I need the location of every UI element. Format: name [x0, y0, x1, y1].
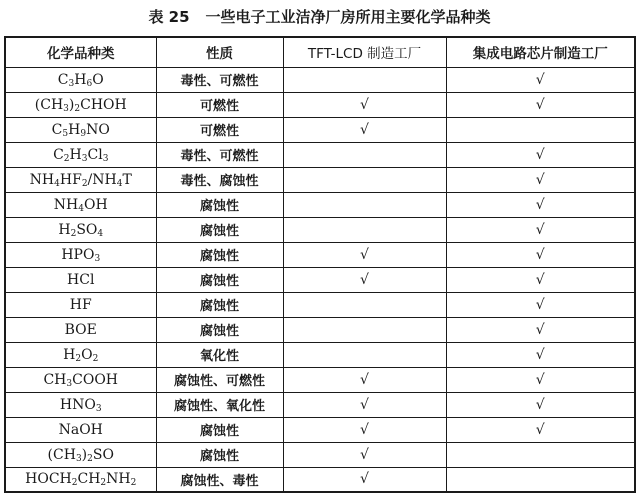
formula-symbol: BOE	[64, 321, 97, 338]
tft-lcd-check-cell: √	[283, 417, 446, 442]
tft-lcd-check-cell: √	[283, 367, 446, 392]
formula-subscript: 2	[130, 478, 137, 489]
table-row	[5, 367, 635, 392]
formula-symbol: H	[69, 146, 82, 163]
chemical-formula-cell	[5, 442, 156, 467]
formula-subscript: 3	[75, 453, 82, 464]
chemical-formula-cell	[5, 417, 156, 442]
table-row	[5, 167, 635, 192]
ic-chip-check-cell: √	[446, 67, 635, 92]
formula-symbol: NH	[106, 471, 131, 488]
tft-lcd-check-cell: √	[283, 467, 446, 492]
formula-symbol: C	[51, 121, 63, 138]
property-cell: 毒性、可燃性	[156, 67, 283, 92]
formula-symbol: SO	[92, 446, 114, 463]
ic-chip-check-cell: √	[446, 342, 635, 367]
chemicals-table	[4, 36, 636, 493]
formula-subscript: 6	[86, 78, 93, 89]
chemical-formula-cell	[5, 92, 156, 117]
header-tft-lcd-plant: TFT-LCD 制造工厂	[283, 37, 446, 67]
table-title: 一些电子工业洁净厂房所用主要化学品种类	[205, 8, 491, 26]
property-cell: 腐蚀性	[156, 292, 283, 317]
ic-chip-check-cell: √	[446, 242, 635, 267]
tft-lcd-check-cell: √	[283, 267, 446, 292]
formula-subscript: 4	[116, 178, 123, 189]
formula-subscript: 4	[78, 203, 84, 214]
formula-symbol: NH	[29, 171, 55, 188]
header-ic-chip-plant: 集成电路芯片制造工厂	[446, 37, 635, 67]
formula-symbol: CHOH	[80, 96, 127, 113]
formula-subscript: 2	[100, 478, 107, 489]
table-row	[5, 342, 635, 367]
table-row	[5, 392, 635, 417]
chemical-formula-cell	[5, 367, 156, 392]
table-body	[5, 67, 635, 492]
formula-symbol: O	[81, 346, 93, 363]
chemical-formula-cell	[5, 167, 156, 192]
formula-subscript: 2	[92, 353, 99, 364]
formula-subscript: 2	[71, 478, 78, 489]
formula-subscript: 2	[81, 178, 88, 189]
formula-symbol: HPO	[61, 246, 95, 263]
property-cell: 腐蚀性	[156, 217, 283, 242]
formula-subscript: 4	[97, 228, 104, 239]
formula-subscript: 3	[66, 378, 73, 389]
formula-subscript: 2	[70, 228, 77, 239]
property-cell: 氧化性	[156, 342, 283, 367]
table-row	[5, 117, 635, 142]
chemical-formula-cell	[5, 317, 156, 342]
formula-subscript: 2	[63, 153, 70, 164]
chemical-formula-cell	[5, 267, 156, 292]
tft-lcd-check-cell	[283, 192, 446, 217]
header-chemical-type: 化学品种类	[5, 37, 156, 67]
formula-symbol: T	[122, 171, 132, 188]
ic-chip-check-cell: √	[446, 292, 635, 317]
property-cell: 毒性、可燃性	[156, 142, 283, 167]
table-row	[5, 217, 635, 242]
property-cell: 可燃性	[156, 117, 283, 142]
formula-subscript: 2	[75, 353, 82, 364]
table-row	[5, 467, 635, 492]
tft-lcd-check-cell	[283, 217, 446, 242]
ic-chip-check-cell: √	[446, 217, 635, 242]
property-cell: 可燃性	[156, 92, 283, 117]
formula-symbol: )	[81, 446, 88, 463]
formula-symbol: COOH	[72, 371, 119, 388]
header-property: 性质	[156, 37, 283, 67]
formula-symbol: NaOH	[58, 421, 103, 438]
formula-symbol: H	[68, 121, 81, 138]
chemical-formula-cell	[5, 192, 156, 217]
chemical-formula-cell	[5, 67, 156, 92]
property-cell: 毒性、腐蚀性	[156, 167, 283, 192]
formula-symbol: NO	[86, 121, 110, 138]
property-cell: 腐蚀性	[156, 192, 283, 217]
formula-symbol: O	[92, 71, 104, 88]
table-row	[5, 142, 635, 167]
ic-chip-check-cell: √	[446, 192, 635, 217]
formula-subscript: 3	[94, 253, 101, 264]
ic-chip-check-cell	[446, 442, 635, 467]
table-header-row	[5, 37, 635, 67]
formula-symbol: H	[58, 221, 71, 238]
property-cell: 腐蚀性	[156, 442, 283, 467]
ic-chip-check-cell: √	[446, 92, 635, 117]
table-row	[5, 417, 635, 442]
chemical-formula-cell	[5, 467, 156, 492]
formula-symbol: HOCH	[25, 471, 72, 488]
formula-symbol: SO	[76, 221, 98, 238]
tft-lcd-check-cell: √	[283, 117, 446, 142]
tft-lcd-check-cell: √	[283, 392, 446, 417]
tft-lcd-check-cell: √	[283, 242, 446, 267]
tft-lcd-check-cell	[283, 67, 446, 92]
ic-chip-check-cell	[446, 467, 635, 492]
formula-symbol: HF	[69, 296, 92, 313]
table-number: 表 25	[148, 8, 190, 26]
formula-subscript: 9	[80, 128, 87, 139]
property-cell: 腐蚀性	[156, 417, 283, 442]
ic-chip-check-cell: √	[446, 267, 635, 292]
table-row	[5, 442, 635, 467]
table-row	[5, 292, 635, 317]
formula-symbol: Cl	[87, 146, 103, 163]
formula-subscript: 2	[87, 453, 93, 464]
formula-subscript: 3	[102, 153, 109, 164]
ic-chip-check-cell: √	[446, 167, 635, 192]
chemical-formula-cell	[5, 292, 156, 317]
property-cell: 腐蚀性、氧化性	[156, 392, 283, 417]
formula-symbol: H	[74, 71, 87, 88]
formula-symbol: (CH	[34, 96, 64, 113]
formula-symbol: )	[68, 96, 75, 113]
formula-symbol: H	[63, 346, 76, 363]
formula-symbol: C	[57, 71, 69, 88]
property-cell: 腐蚀性	[156, 242, 283, 267]
table-row	[5, 267, 635, 292]
ic-chip-check-cell: √	[446, 142, 635, 167]
formula-symbol: NH	[53, 196, 79, 213]
tft-lcd-check-cell	[283, 342, 446, 367]
chemical-formula-cell	[5, 342, 156, 367]
formula-subscript: 5	[62, 128, 69, 139]
formula-symbol: CH	[77, 471, 101, 488]
tft-lcd-check-cell: √	[283, 92, 446, 117]
chemical-formula-cell	[5, 242, 156, 267]
formula-symbol: /NH	[87, 171, 117, 188]
chemical-formula-cell	[5, 392, 156, 417]
chemical-formula-cell	[5, 117, 156, 142]
table-row	[5, 67, 635, 92]
ic-chip-check-cell: √	[446, 417, 635, 442]
ic-chip-check-cell: √	[446, 317, 635, 342]
table-row	[5, 92, 635, 117]
formula-symbol: OH	[84, 196, 108, 213]
ic-chip-check-cell: √	[446, 392, 635, 417]
chemical-formula-cell	[5, 142, 156, 167]
property-cell: 腐蚀性、毒性	[156, 467, 283, 492]
property-cell: 腐蚀性	[156, 317, 283, 342]
formula-subscript: 3	[63, 103, 69, 114]
formula-symbol: HCl	[67, 271, 95, 288]
formula-subscript: 3	[81, 153, 88, 164]
table-row	[5, 192, 635, 217]
formula-symbol: C	[53, 146, 64, 163]
formula-symbol: CH	[43, 371, 67, 388]
tft-lcd-check-cell	[283, 292, 446, 317]
tft-lcd-check-cell	[283, 167, 446, 192]
formula-symbol: HF	[59, 171, 82, 188]
chemical-formula-cell	[5, 217, 156, 242]
formula-subscript: 4	[54, 178, 60, 189]
formula-symbol: (CH	[47, 446, 76, 463]
table-row	[5, 242, 635, 267]
tft-lcd-check-cell: √	[283, 442, 446, 467]
table-row	[5, 317, 635, 342]
tft-lcd-check-cell	[283, 142, 446, 167]
property-cell: 腐蚀性、可燃性	[156, 367, 283, 392]
formula-subscript: 3	[68, 78, 75, 89]
ic-chip-check-cell	[446, 117, 635, 142]
property-cell: 腐蚀性	[156, 267, 283, 292]
ic-chip-check-cell: √	[446, 367, 635, 392]
tft-lcd-check-cell	[283, 317, 446, 342]
formula-subscript: 2	[74, 103, 81, 114]
table-caption	[0, 4, 639, 30]
formula-subscript: 3	[95, 403, 102, 414]
formula-symbol: HNO	[59, 396, 96, 413]
